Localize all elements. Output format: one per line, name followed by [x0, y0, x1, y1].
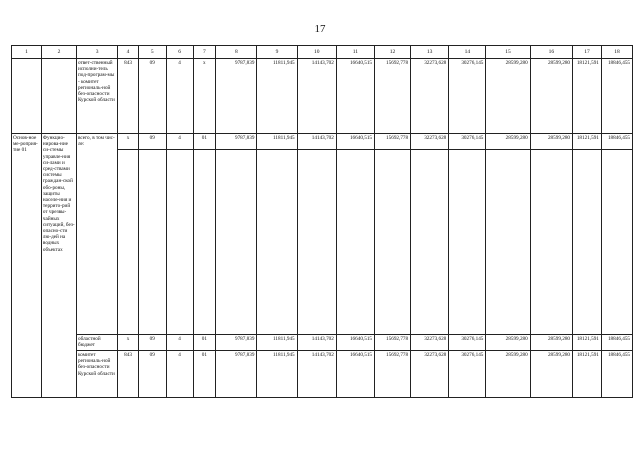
cell-value: 11811,945: [257, 351, 297, 398]
cell-executor: всего, в том чис-ле:: [76, 134, 117, 335]
cell-program: 4: [166, 335, 193, 351]
cell-value: 16640,515: [336, 351, 374, 398]
cell-value: 18121,591: [573, 134, 602, 150]
cell-value: 18846,455: [601, 351, 632, 398]
header-cell: 10: [297, 46, 336, 59]
header-cell: 9: [257, 46, 297, 59]
cell-status: [12, 59, 42, 134]
page-number: 17: [314, 23, 326, 35]
cell-name: [41, 59, 76, 134]
budget-table: [11, 45, 633, 398]
cell-value: 9787,839: [216, 59, 257, 134]
table-row: [12, 134, 633, 150]
cell-executor: комитет региональ-ной без-опасности Курской области: [76, 351, 117, 398]
cell-value: 16640,515: [336, 134, 374, 150]
cell-value: 11811,945: [257, 335, 297, 351]
cell-value: 15692,778: [375, 134, 411, 150]
cell-value: 9787,839: [216, 335, 257, 351]
cell-grbs: х: [118, 134, 139, 150]
empty-cell: [257, 150, 297, 335]
empty-cell: [118, 150, 139, 335]
header-cell: 7: [193, 46, 216, 59]
empty-cell: [573, 150, 602, 335]
cell-value: 28599,280: [486, 134, 530, 150]
header-cell: 2: [41, 46, 76, 59]
cell-value: 28599,280: [530, 351, 572, 398]
cell-grbs: х: [118, 335, 139, 351]
cell-event: 01: [193, 134, 216, 150]
header-cell: 13: [411, 46, 449, 59]
cell-value: 28599,280: [530, 134, 572, 150]
cell-value: 16640,515: [336, 335, 374, 351]
cell-value: 28599,280: [486, 59, 530, 134]
cell-value: 16640,515: [336, 59, 374, 134]
empty-cell: [216, 150, 257, 335]
empty-cell: [193, 150, 216, 335]
header-cell: 16: [530, 46, 572, 59]
cell-value: 32273,628: [411, 134, 449, 150]
cell-value: 15692,778: [375, 351, 411, 398]
cell-value: 9787,839: [216, 351, 257, 398]
cell-value: 32273,628: [411, 351, 449, 398]
header-cell: 15: [486, 46, 530, 59]
empty-cell: [601, 150, 632, 335]
cell-value: 28599,280: [530, 59, 572, 134]
cell-executor: ответ-ственный исполни-тель под-програм-мы - комитет региональ-ной без-опасности Курской области: [76, 59, 117, 134]
cell-value: 18121,591: [573, 59, 602, 134]
cell-event: 01: [193, 351, 216, 398]
cell-value: 11811,945: [257, 59, 297, 134]
cell-section: 09: [138, 134, 166, 150]
cell-value: 28599,280: [530, 335, 572, 351]
header-cell: 17: [573, 46, 602, 59]
cell-value: 14143,702: [297, 335, 336, 351]
cell-program: 4: [166, 59, 193, 134]
cell-value: 30276,145: [449, 335, 486, 351]
cell-value: 14143,702: [297, 59, 336, 134]
table-row: [12, 351, 633, 398]
header-row: [12, 46, 633, 59]
header-cell: 6: [166, 46, 193, 59]
cell-value: 18846,455: [601, 134, 632, 150]
cell-value: 9787,839: [216, 134, 257, 150]
cell-event: 01: [193, 335, 216, 351]
empty-cell: [297, 150, 336, 335]
cell-section: 09: [138, 351, 166, 398]
cell-value: 30276,145: [449, 59, 486, 134]
table-row: [12, 335, 633, 351]
cell-value: 15692,778: [375, 335, 411, 351]
empty-cell: [375, 150, 411, 335]
cell-value: 18121,591: [573, 351, 602, 398]
empty-cell: [449, 150, 486, 335]
empty-cell: [411, 150, 449, 335]
empty-cell: [138, 150, 166, 335]
header-cell: 8: [216, 46, 257, 59]
cell-value: 28599,280: [486, 335, 530, 351]
cell-value: 30276,145: [449, 134, 486, 150]
cell-status: Основ-ное ме-роприя-тие 01: [12, 134, 42, 398]
cell-section: 09: [138, 59, 166, 134]
cell-value: 14143,702: [297, 134, 336, 150]
cell-value: 18121,591: [573, 335, 602, 351]
cell-value: 32273,628: [411, 59, 449, 134]
empty-cell: [486, 150, 530, 335]
table-row: [12, 59, 633, 134]
cell-value: 30276,145: [449, 351, 486, 398]
cell-executor: областной бюджет: [76, 335, 117, 351]
cell-program: 4: [166, 134, 193, 150]
cell-value: 15692,778: [375, 59, 411, 134]
cell-value: 18846,455: [601, 335, 632, 351]
empty-cell: [530, 150, 572, 335]
cell-grbs: 843: [118, 59, 139, 134]
header-cell: 1: [12, 46, 42, 59]
header-cell: 3: [76, 46, 117, 59]
header-cell: 14: [449, 46, 486, 59]
header-cell: 5: [138, 46, 166, 59]
cell-program: 4: [166, 351, 193, 398]
cell-grbs: 843: [118, 351, 139, 398]
cell-value: 11811,945: [257, 134, 297, 150]
header-cell: 18: [601, 46, 632, 59]
cell-value: 14143,702: [297, 351, 336, 398]
empty-cell: [336, 150, 374, 335]
header-cell: 12: [375, 46, 411, 59]
header-cell: 4: [118, 46, 139, 59]
header-cell: 11: [336, 46, 374, 59]
cell-name: Функцио-нирова-ние си-стемы управле-ния си-лами и сред-ствами системы граждан-ской обо-роны, защиты населе-ния и террито-рий от чрезвы-чайных ситуаций, без-опасно-сти лю-дей на водных объектах: [41, 134, 76, 398]
cell-section: 09: [138, 335, 166, 351]
cell-value: 28599,280: [486, 351, 530, 398]
empty-cell: [166, 150, 193, 335]
cell-event: х: [193, 59, 216, 134]
cell-value: 18846,455: [601, 59, 632, 134]
cell-value: 32273,628: [411, 335, 449, 351]
